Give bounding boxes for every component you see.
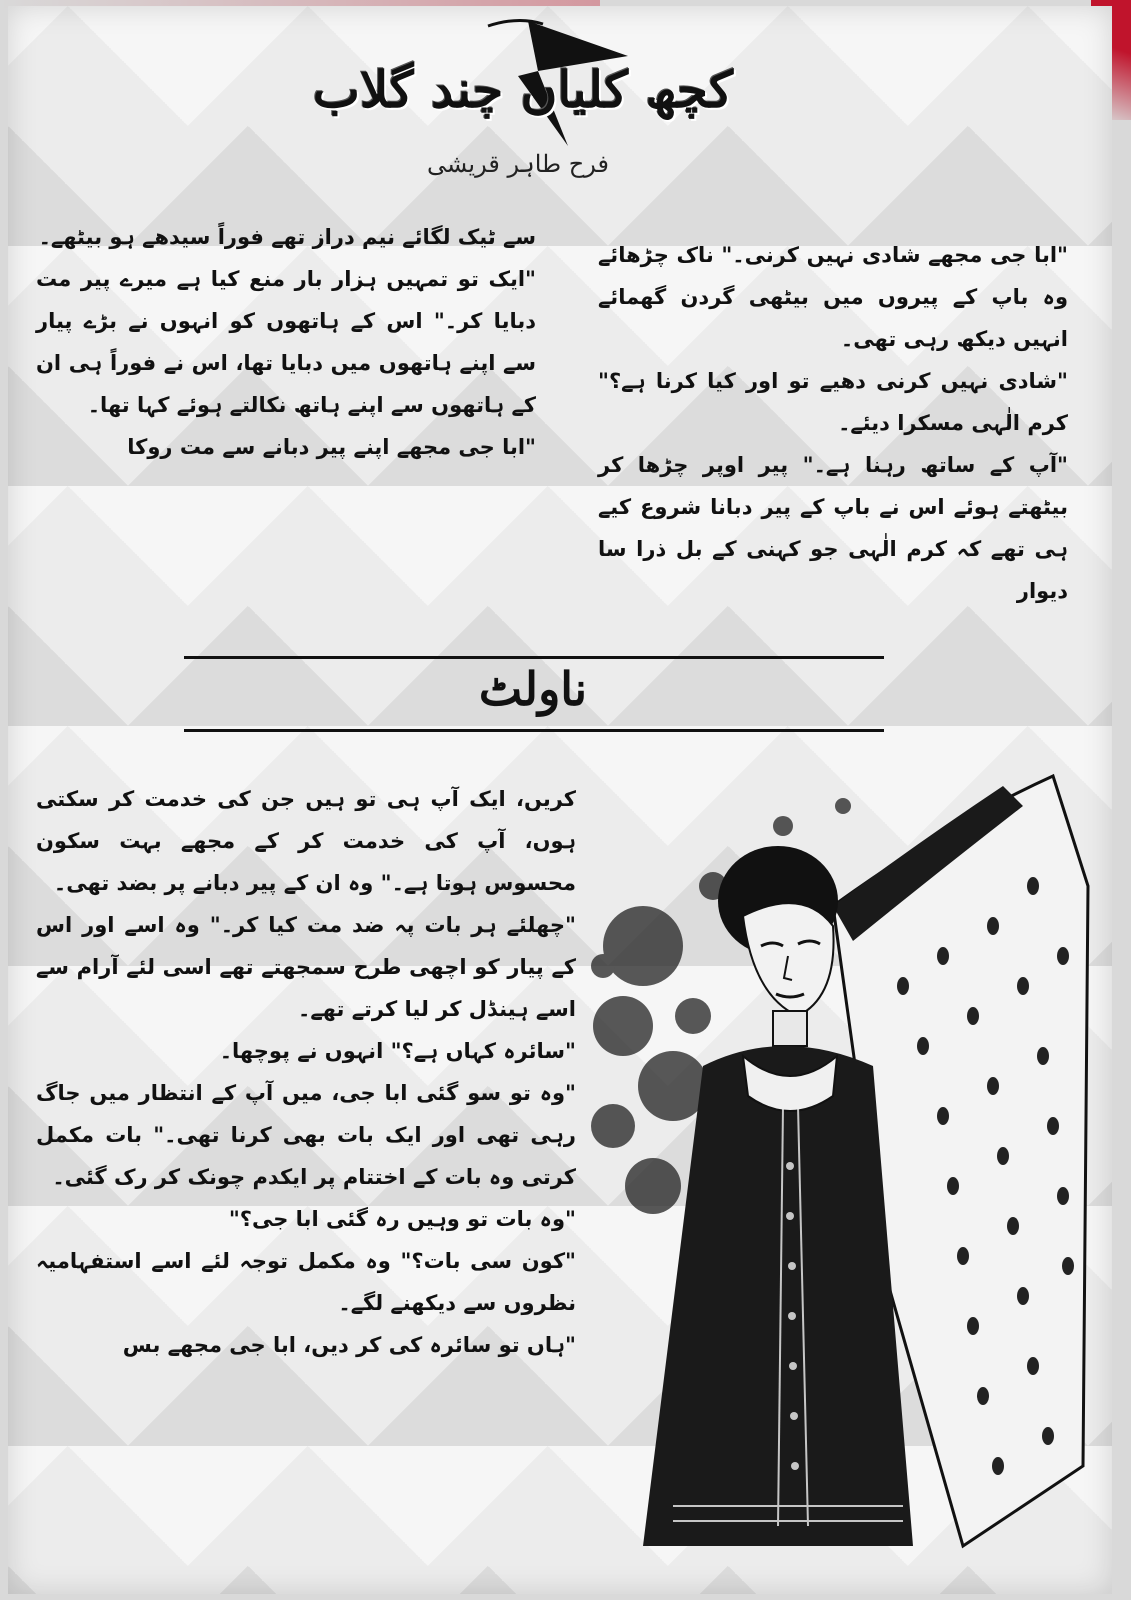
author-name: فرح طاہر قریشی — [427, 150, 609, 178]
paragraph: "آپ کے ساتھ رہنا ہے۔" پیر اوپر چڑھا کر بیٹھتے ہوئے اس نے باپ کے پیر دبانا شروع کیے ہی تھے کہ کرم الٰہی جو کہنی کے بل ذرا سا دیوار — [598, 453, 1068, 603]
paragraph: "ہاں تو سائرہ کی کر دیں، ابا جی مجھے بس — [122, 1333, 576, 1357]
paragraph: "وہ بات تو وہیں رہ گئی ابا جی؟" — [228, 1207, 576, 1231]
paragraph: "شادی نہیں کرنی دھیے تو اور کیا کرنا ہے؟" کرم الٰہی مسکرا دیئے۔ — [598, 369, 1068, 435]
divider-bottom — [184, 729, 884, 732]
paragraph: "کون سی بات؟" وہ مکمل توجہ لئے اسے استفہامیہ نظروں سے دیکھنے لگے۔ — [36, 1249, 576, 1315]
paragraph: سے ٹیک لگائے نیم دراز تھے فوراً سیدھے ہو بیٹھے۔ — [38, 225, 536, 249]
paragraph: "ابا جی مجھے شادی نہیں کرنی۔" ناک چڑھائے وہ باپ کے پیروں میں بیٹھی گردن گھمائے انہیں دیکھ رہی تھی۔ — [598, 243, 1068, 351]
page-title: کچھ کلیاں چند گلاب — [312, 60, 734, 119]
section-label: ناولٹ — [478, 662, 588, 716]
paragraph: "سائرہ کہاں ہے؟" انہوں نے پوچھا۔ — [219, 1039, 576, 1063]
paragraph: "ایک تو تمہیں ہزار بار منع کیا ہے میرے پیر مت دبایا کر۔" اس کے ہاتھوں کو انہوں نے بڑے پیار سے اپنے ہاتھوں میں دبایا تھا، اس نے فوراً ہی ان کے ہاتھوں سے اپنے ہاتھ نکالتے ہوئے کہا تھا۔ — [36, 267, 536, 417]
woman-illustration-image — [583, 766, 1093, 1566]
left-column-bottom — [36, 778, 576, 1366]
paragraph: "ابا جی مجھے اپنے پیر دبانے سے مت روکا — [127, 435, 536, 459]
divider-top — [184, 656, 884, 659]
left-column-top — [36, 216, 536, 468]
paragraph: "وہ تو سو گئی ابا جی، میں آپ کے انتظار میں جاگ رہی تھی اور ایک بات بھی کرنا تھی۔" بات مکمل کرتی وہ بات کے اختتام پر ایکدم چونک کر رک گئی۔ — [36, 1081, 576, 1189]
paragraph: "چھلئے ہر بات پہ ضد مت کیا کر۔" وہ اسے اور اس کے پیار کو اچھی طرح سمجھتے تھے اسی لئے آرام سے اسے ہینڈل کر لیا کرتے تھے۔ — [36, 913, 576, 1021]
title-block — [308, 16, 808, 206]
paragraph: کریں، ایک آپ ہی تو ہیں جن کی خدمت کر سکتی ہوں، آپ کی خدمت کر کے مجھے بہت سکون محسوس ہوتا ہے۔" وہ ان کے پیر دبانے پر بضد تھی۔ — [36, 787, 576, 895]
magazine-page — [8, 6, 1112, 1594]
right-column-top — [598, 234, 1068, 612]
